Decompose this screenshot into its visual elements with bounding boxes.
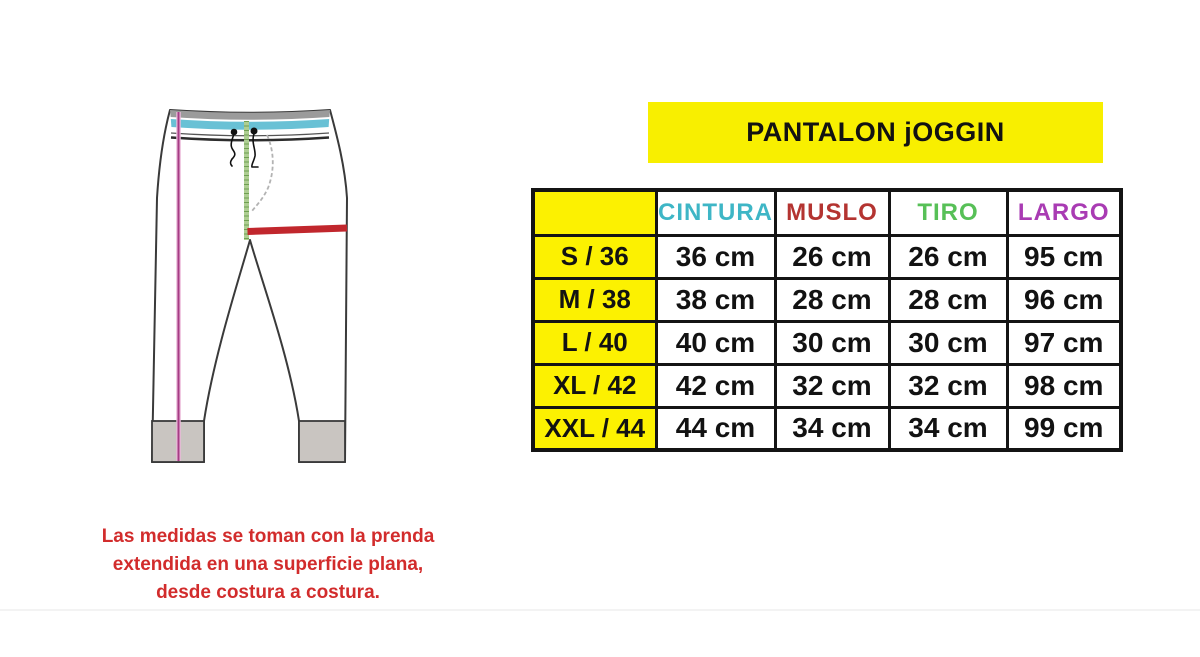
- cintura-value: 36 cm: [656, 235, 775, 278]
- page-title: PANTALON jOGGIN: [746, 117, 1005, 147]
- cintura-value: 40 cm: [656, 321, 775, 364]
- muslo-thigh-line: [248, 228, 348, 232]
- column-header-muslo: MUSLO: [775, 190, 889, 235]
- right-cuff: [299, 421, 345, 462]
- title-banner: [648, 102, 1103, 163]
- measurement-note: [86, 523, 450, 607]
- table-row: [533, 278, 1121, 321]
- pants-sketch-svg: [128, 98, 382, 470]
- largo-value: 98 cm: [1007, 364, 1121, 407]
- size-label: XXL / 44: [533, 407, 656, 450]
- size-label: L / 40: [533, 321, 656, 364]
- largo-value: 96 cm: [1007, 278, 1121, 321]
- size-label: XL / 42: [533, 364, 656, 407]
- tiro-value: 30 cm: [889, 321, 1007, 364]
- column-header-cintura: CINTURA: [656, 190, 775, 235]
- pants-diagram: [128, 98, 382, 470]
- cintura-value: 44 cm: [656, 407, 775, 450]
- table-row: [533, 364, 1121, 407]
- corner-cell: [533, 190, 656, 235]
- muslo-value: 34 cm: [775, 407, 889, 450]
- largo-value: 95 cm: [1007, 235, 1121, 278]
- table-row: [533, 407, 1121, 450]
- header-row: [533, 190, 1121, 235]
- size-label: S / 36: [533, 235, 656, 278]
- largo-value: 99 cm: [1007, 407, 1121, 450]
- muslo-value: 30 cm: [775, 321, 889, 364]
- bottom-divider: [0, 609, 1200, 611]
- pants-outline: [152, 110, 347, 462]
- table-row: [533, 235, 1121, 278]
- muslo-value: 28 cm: [775, 278, 889, 321]
- waistband-top: [170, 110, 330, 120]
- tiro-value: 26 cm: [889, 235, 1007, 278]
- tiro-value: 32 cm: [889, 364, 1007, 407]
- size-chart-table: [531, 188, 1123, 452]
- note-line: extendida en una superficie plana,: [112, 554, 424, 575]
- note-line: Las medidas se toman con la prenda: [101, 526, 435, 547]
- column-header-largo: LARGO: [1007, 190, 1121, 235]
- cintura-value: 42 cm: [656, 364, 775, 407]
- size-label: M / 38: [533, 278, 656, 321]
- table-row: [533, 321, 1121, 364]
- tiro-value: 34 cm: [889, 407, 1007, 450]
- largo-value: 97 cm: [1007, 321, 1121, 364]
- note-line: desde costura a costura.: [156, 582, 380, 603]
- muslo-value: 32 cm: [775, 364, 889, 407]
- column-header-tiro: TIRO: [889, 190, 1007, 235]
- muslo-value: 26 cm: [775, 235, 889, 278]
- cintura-value: 38 cm: [656, 278, 775, 321]
- tiro-value: 28 cm: [889, 278, 1007, 321]
